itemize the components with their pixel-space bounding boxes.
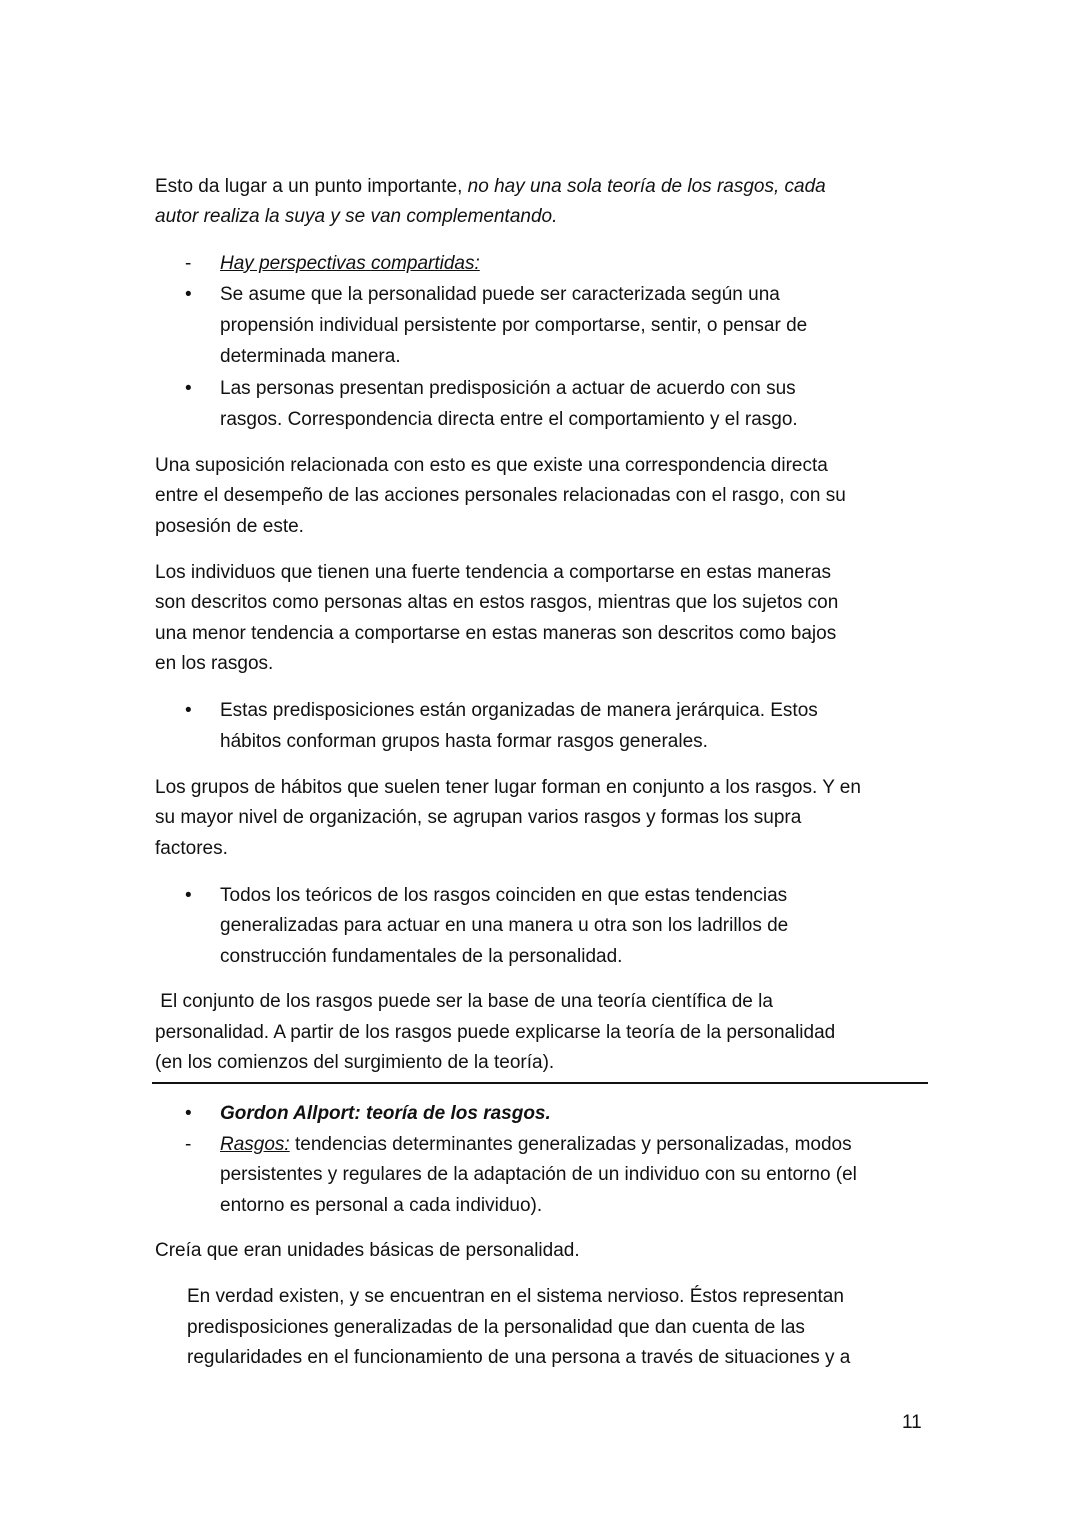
definition-line <box>220 1132 852 1158</box>
section-heading: Gordon Allport: teoría de los rasgos. <box>220 1103 551 1124</box>
paragraph-line: regularidades en el funcionamiento de una persona a través de situaciones y a <box>187 1347 851 1368</box>
paragraph-line: personalidad. A partir de los rasgos puede explicarse la teoría de la personalidad <box>155 1022 836 1043</box>
italic-text: no hay una sola teoría de los rasgos, cada <box>467 176 826 197</box>
list-item-line: determinada manera. <box>220 346 401 367</box>
dash-marker: - <box>185 1134 192 1155</box>
text: Esto da lugar a un punto importante, <box>155 176 468 197</box>
term: Rasgos: <box>220 1134 290 1155</box>
paragraph-line: El conjunto de los rasgos puede ser la base de una teoría científica de la <box>155 991 773 1012</box>
list-item-line: Todos los teóricos de los rasgos coinciden en que estas tendencias <box>220 885 788 906</box>
paragraph-line: predisposiciones generalizadas de la personalidad que dan cuenta de las <box>187 1317 805 1338</box>
bullet-marker: • <box>185 378 192 399</box>
list-item-line: Se asume que la personalidad puede ser caracterizada según una <box>220 284 780 305</box>
list-item-line: rasgos. Correspondencia directa entre el comportamiento y el rasgo. <box>220 409 798 430</box>
horizontal-rule <box>152 1082 928 1084</box>
list-item-line: propensión individual persistente por comportarse, sentir, o pensar de <box>220 315 808 336</box>
page-number: 11 <box>902 1412 922 1433</box>
paragraph-line: Los individuos que tienen una fuerte tendencia a comportarse en estas maneras <box>155 562 831 583</box>
list-item-line: hábitos conforman grupos hasta formar rasgos generales. <box>220 731 708 752</box>
paragraph-line: una menor tendencia a comportarse en estas maneras son descritos como bajos <box>155 623 837 644</box>
bullet-marker: • <box>185 284 192 305</box>
paragraph-line: Los grupos de hábitos que suelen tener lugar forman en conjunto a los rasgos. Y en <box>155 777 861 798</box>
paragraph-line: son descritos como personas altas en estos rasgos, mientras que los sujetos con <box>155 592 839 613</box>
list-item-line: Las personas presentan predisposición a actuar de acuerdo con sus <box>220 378 796 399</box>
paragraph-line: su mayor nivel de organización, se agrupan varios rasgos y formas los supra <box>155 807 802 828</box>
bullet-marker: • <box>185 885 192 906</box>
paragraph-line: factores. <box>155 838 228 859</box>
paragraph-line: posesión de este. <box>155 516 304 537</box>
paragraph-line: entre el desempeño de las acciones personales relacionadas con el rasgo, con su <box>155 485 846 506</box>
text: tendencias determinantes generalizadas y personalizadas, modos <box>289 1134 852 1155</box>
dash-marker: - <box>185 253 192 274</box>
paragraph-line: Una suposición relacionada con esto es que existe una correspondencia directa <box>155 455 828 476</box>
list-item-line: Estas predisposiciones están organizadas de manera jerárquica. Estos <box>220 700 818 721</box>
bullet-marker: • <box>185 700 192 721</box>
paragraph-line: autor realiza la suya y se van complementando. <box>155 206 558 227</box>
paragraph-line: en los rasgos. <box>155 653 274 674</box>
bullet-marker: • <box>185 1103 192 1124</box>
paragraph-line: (en los comienzos del surgimiento de la teoría). <box>155 1052 555 1073</box>
list-item-line: construcción fundamentales de la personalidad. <box>220 946 623 967</box>
list-heading: Hay perspectivas compartidas: <box>220 253 480 274</box>
paragraph-line: En verdad existen, y se encuentran en el sistema nervioso. Éstos representan <box>187 1286 844 1307</box>
list-item-line: generalizadas para actuar en una manera u otra son los ladrillos de <box>220 915 789 936</box>
paragraph-line <box>155 174 826 200</box>
definition-line: entorno es personal a cada individuo). <box>220 1195 543 1216</box>
definition-line: persistentes y regulares de la adaptación de un individuo con su entorno (el <box>220 1164 857 1185</box>
paragraph-line: Creía que eran unidades básicas de personalidad. <box>155 1240 580 1261</box>
